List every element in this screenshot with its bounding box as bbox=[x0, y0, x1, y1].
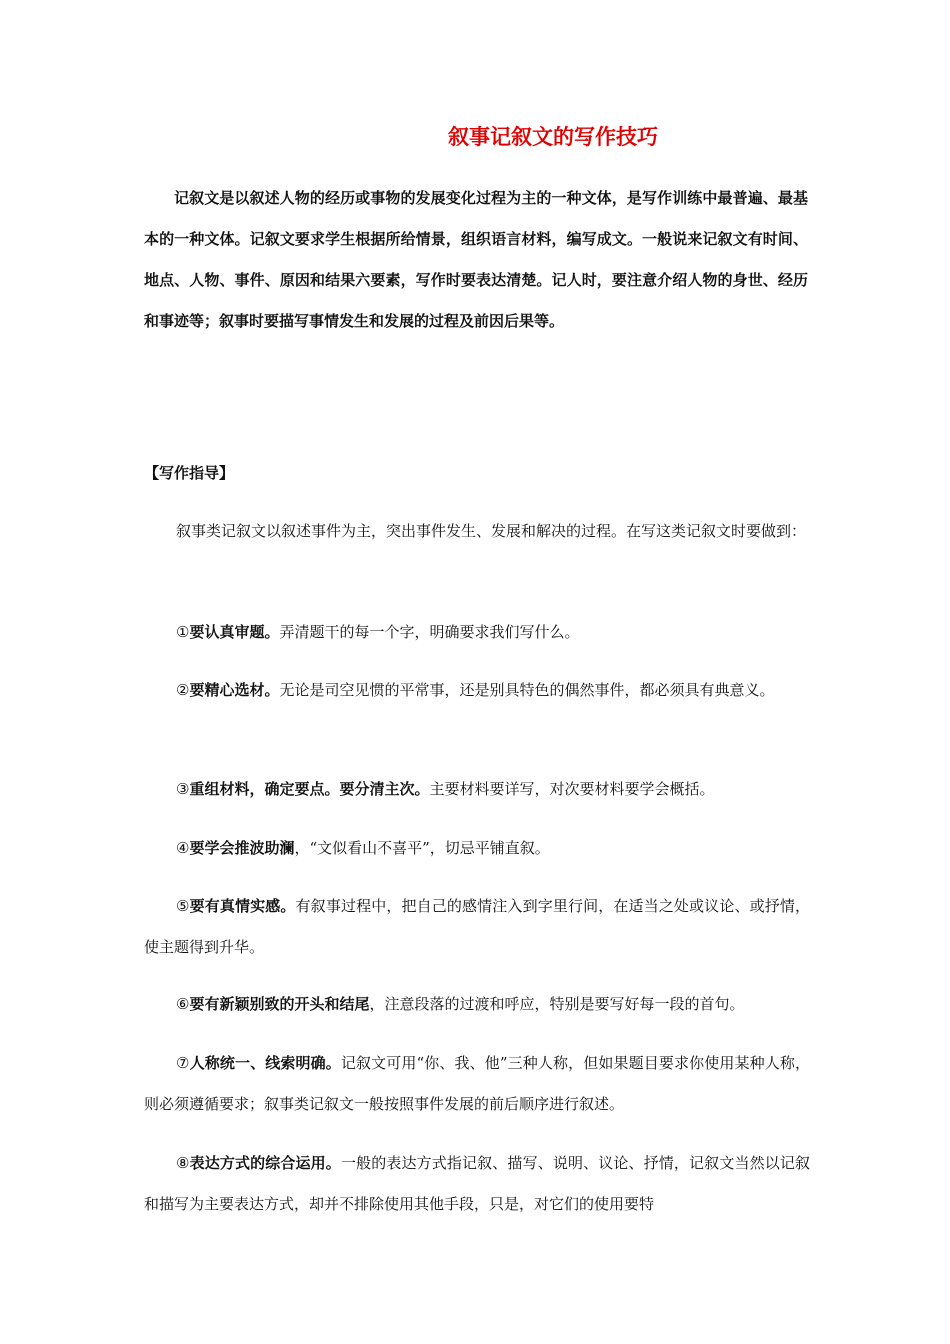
guide-point-7 bbox=[144, 1043, 810, 1125]
point-text: 一般的表达方式指记叙、描写、说明、议论、抒情，记叙文当然以记叙和描写为主要表达方式，却并不排除使用其他手段，只是，对它们的使用要特 bbox=[144, 1154, 810, 1213]
point-key-phrase: 要有真情实感。 bbox=[189, 897, 296, 915]
point-number: ④ bbox=[176, 839, 190, 857]
guide-point-6 bbox=[144, 984, 810, 1025]
point-number: ⑧ bbox=[176, 1154, 190, 1172]
point-number: ① bbox=[176, 623, 190, 641]
guide-point-5 bbox=[144, 886, 810, 968]
point-text: ，注意段落的过渡和呼应，特别是要写好每一段的首句。 bbox=[369, 995, 745, 1013]
intro-paragraph: 记叙文是以叙述人物的经历或事物的发展变化过程为主的一种文体，是写作训练中最普遍、最基本的一种文体。记叙文要求学生根据所给情景，组织语言材料，编写成文。一般说来记叙文有时间、地点、人物、事件、原因和结果六要素，写作时要表达清楚。记人时，要注意介绍人物的身世、经历和事迹等；叙事时要描写事情发生和发展的过程及前因后果等。 bbox=[144, 189, 808, 330]
point-number: ③ bbox=[176, 780, 190, 798]
section-heading: 【写作指导】 bbox=[144, 464, 235, 482]
point-text: 记叙文可用“你、我、他”三种人称，但如果题目要求你使用某种人称，则必须遵循要求；叙事类记叙文一般按照事件发展的前后顺序进行叙述。 bbox=[144, 1054, 810, 1113]
guide-point-3 bbox=[144, 769, 810, 810]
point-key-phrase: 要精心选材。 bbox=[189, 681, 280, 699]
point-text: 主要材料要详写，对次要材料要学会概括。 bbox=[429, 780, 715, 798]
point-key-phrase: 重组材料，确定要点。要分清主次。 bbox=[189, 780, 430, 798]
point-number: ⑦ bbox=[176, 1054, 190, 1072]
point-number: ② bbox=[176, 681, 190, 699]
point-key-phrase: 人称统一、线索明确。 bbox=[189, 1054, 341, 1072]
point-text: 有叙事过程中，把自己的感情注入到字里行间，在适当之处或议论、或抒情，使主题得到升华。 bbox=[144, 897, 810, 956]
guide-point-8 bbox=[144, 1143, 810, 1225]
point-text: ，“文似看山不喜平”，切忌平铺直叙。 bbox=[294, 839, 550, 857]
point-key-phrase: 要有新颖别致的开头和结尾 bbox=[189, 995, 370, 1013]
point-key-phrase: 要认真审题。 bbox=[189, 623, 280, 641]
point-key-phrase: 要学会推波助澜 bbox=[189, 839, 295, 857]
guide-point-4 bbox=[144, 828, 810, 869]
guide-point-1 bbox=[144, 612, 810, 653]
point-text: 无论是司空见惯的平常事，还是别具特色的偶然事件，都必须具有典意义。 bbox=[279, 681, 775, 699]
point-text: 弄清题干的每一个字，明确要求我们写什么。 bbox=[279, 623, 580, 641]
point-number: ⑤ bbox=[176, 897, 190, 915]
document-title: 叙事记叙文的写作技巧 bbox=[448, 125, 658, 149]
point-key-phrase: 表达方式的综合运用。 bbox=[189, 1154, 341, 1172]
lead-paragraph: 叙事类记叙文以叙述事件为主，突出事件发生、发展和解决的过程。在写这类记叙文时要做到： bbox=[176, 522, 807, 540]
point-number: ⑥ bbox=[176, 995, 190, 1013]
guide-point-2 bbox=[144, 670, 810, 711]
